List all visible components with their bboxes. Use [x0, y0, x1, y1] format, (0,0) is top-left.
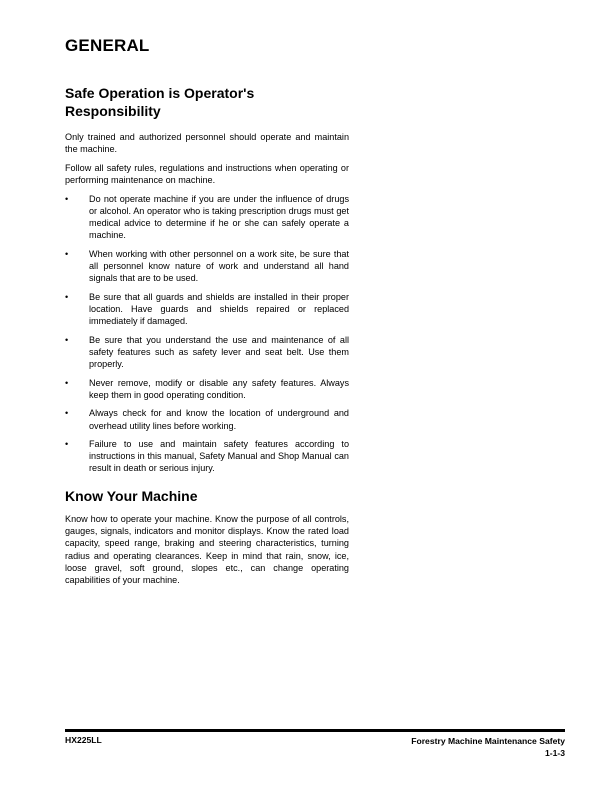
footer-model: HX225LL: [65, 735, 102, 745]
paragraph: Know how to operate your machine. Know the purpose of all controls, gauges, signals, indicators and monitor displays. Know the rated load capacity, speed range, braking and steering characteristics, turning radius and operating clearances. Keep in mind that rain, snow, ice, loose gravel, soft ground, slopes etc., can change operating capabilities of your machine.: [65, 514, 349, 586]
paragraph: Only trained and authorized personnel should operate and maintain the machine.: [65, 132, 349, 155]
list-item-text: Always check for and know the location of underground and overhead utility lines before working.: [89, 408, 349, 431]
section-heading: Know Your Machine: [65, 488, 198, 504]
list-item: [65, 193, 349, 242]
footer-page-number: 1-1-3: [544, 748, 565, 758]
page-title: GENERAL: [65, 36, 150, 55]
section-operator-responsibility: [65, 84, 349, 481]
bullet-icon: •: [65, 377, 69, 388]
bullet-icon: •: [65, 408, 69, 419]
bullet-icon: •: [65, 248, 69, 259]
bullet-icon: •: [65, 439, 69, 450]
bullet-icon: •: [65, 334, 69, 345]
bullet-icon: •: [65, 193, 69, 204]
list-item-text: Never remove, modify or disable any safety features. Always keep them in good operating condition.: [89, 377, 349, 400]
list-item: [65, 291, 349, 328]
list-item: [65, 248, 349, 285]
list-item: [65, 334, 349, 371]
footer-manual-title: Forestry Machine Maintenance Safety: [411, 736, 565, 746]
list-item: [65, 407, 349, 431]
footer-divider: [65, 729, 565, 732]
section-know-your-machine: [65, 487, 349, 593]
list-item: [65, 438, 349, 475]
list-item: [65, 377, 349, 401]
bullet-icon: •: [65, 291, 69, 302]
footer-info: [411, 735, 565, 759]
list-item-text: Be sure that all guards and shields are installed in their proper location. Have guards and shields repaired or replaced immediately if damaged.: [89, 291, 349, 327]
list-item-text: When working with other personnel on a work site, be sure that all personnel know nature of work and understand all hand signals that are to be used.: [89, 248, 349, 284]
paragraph: Follow all safety rules, regulations and instructions when operating or performing maintenance on machine.: [65, 162, 349, 186]
bullet-list: [65, 193, 349, 475]
section-heading: Safe Operation is Operator's Responsibility: [65, 85, 255, 119]
list-item-text: Be sure that you understand the use and maintenance of all safety features such as safety lever and seat belt. Use them properly.: [89, 334, 349, 370]
list-item-text: Do not operate machine if you are under the influence of drugs or alcohol. An operator who is taking prescription drugs must get medical advice to determine if he or she can safely operate a machine.: [89, 193, 349, 241]
list-item-text: Failure to use and maintain safety features according to instructions in this manual, Safety Manual and Shop Manual can result in death or serious injury.: [89, 439, 349, 474]
